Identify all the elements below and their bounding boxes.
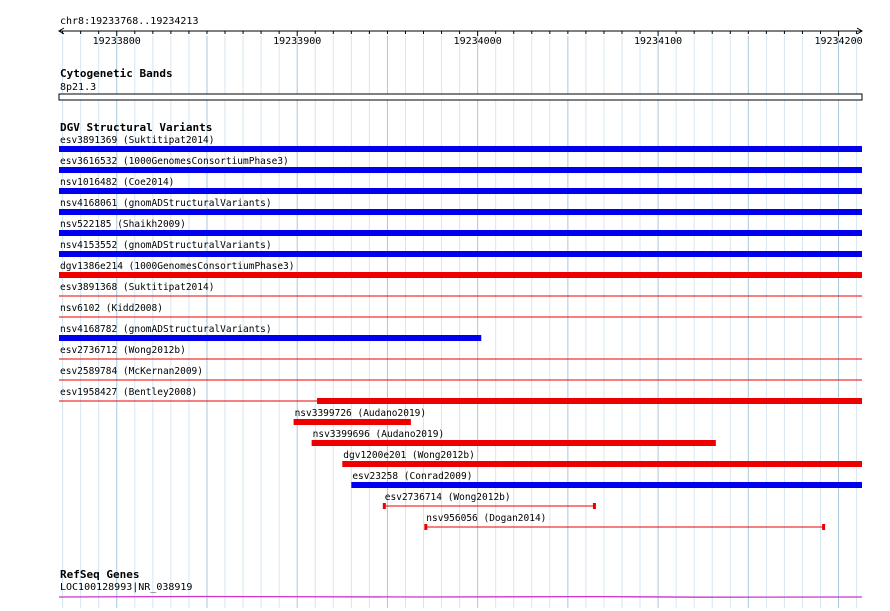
dgv-feature-bar[interactable] bbox=[59, 146, 862, 152]
ruler bbox=[59, 16, 863, 47]
refseq-track bbox=[59, 568, 862, 597]
dgv-feature-bar[interactable] bbox=[59, 230, 862, 236]
dgv-feature-label[interactable]: nsv522185 (Shaikh2009) bbox=[60, 219, 186, 230]
dgv-feature[interactable] bbox=[59, 366, 862, 380]
dgv-feature[interactable] bbox=[59, 135, 862, 152]
dgv-feature-bar[interactable] bbox=[294, 419, 411, 425]
dgv-feature[interactable] bbox=[383, 492, 596, 509]
dgv-feature-bar[interactable] bbox=[59, 251, 862, 257]
dgv-feature-label[interactable]: nsv4168782 (gnomADStructuralVariants) bbox=[60, 324, 272, 335]
dgv-feature[interactable] bbox=[59, 261, 862, 278]
ruler-tick-label: 19234100 bbox=[634, 36, 683, 47]
dgv-feature-bar[interactable] bbox=[59, 335, 481, 341]
dgv-feature[interactable] bbox=[424, 513, 825, 530]
dgv-feature-bar[interactable] bbox=[312, 440, 716, 446]
dgv-feature[interactable] bbox=[59, 282, 862, 296]
cytoband-label: 8p21.3 bbox=[60, 82, 97, 93]
dgv-feature-end-cap[interactable] bbox=[822, 524, 825, 530]
dgv-track bbox=[59, 121, 862, 530]
dgv-feature-label[interactable]: nsv6102 (Kidd2008) bbox=[60, 303, 163, 314]
dgv-feature-label[interactable]: esv23258 (Conrad2009) bbox=[352, 471, 473, 482]
dgv-track-title: DGV Structural Variants bbox=[60, 121, 213, 134]
dgv-feature-label[interactable]: esv2589784 (McKernan2009) bbox=[60, 366, 203, 377]
dgv-feature-label[interactable]: nsv4168061 (gnomADStructuralVariants) bbox=[60, 198, 272, 209]
dgv-feature-label[interactable]: esv3616532 (1000GenomesConsortiumPhase3) bbox=[60, 156, 289, 167]
ruler-tick-label: 19233800 bbox=[92, 36, 141, 47]
dgv-feature[interactable] bbox=[59, 177, 862, 194]
dgv-feature-label[interactable]: esv3891368 (Suktitipat2014) bbox=[60, 282, 215, 293]
cytoband-bar bbox=[59, 94, 862, 100]
ruler-ticks bbox=[59, 28, 863, 47]
cytoband-track bbox=[59, 67, 862, 100]
ruler-tick-label: 19234200 bbox=[814, 36, 863, 47]
dgv-feature-label[interactable]: esv3891369 (Suktitipat2014) bbox=[60, 135, 215, 146]
dgv-feature-bar[interactable] bbox=[351, 482, 862, 488]
dgv-feature-label[interactable]: esv2736712 (Wong2012b) bbox=[60, 345, 186, 356]
dgv-feature[interactable] bbox=[59, 387, 862, 404]
ruler-location-label: chr8:19233768..19234213 bbox=[60, 16, 199, 27]
dgv-feature-label[interactable]: dgv1200e201 (Wong2012b) bbox=[343, 450, 475, 461]
dgv-feature[interactable] bbox=[294, 408, 427, 425]
dgv-feature[interactable] bbox=[59, 156, 862, 173]
dgv-feature-label[interactable]: esv1958427 (Bentley2008) bbox=[60, 387, 198, 398]
refseq-gene-label[interactable]: LOC100128993|NR_038919 bbox=[60, 582, 193, 593]
dgv-feature-label[interactable]: nsv3399696 (Audano2019) bbox=[312, 429, 445, 440]
dgv-feature[interactable] bbox=[59, 324, 481, 341]
dgv-feature[interactable] bbox=[59, 219, 862, 236]
dgv-feature-start-cap[interactable] bbox=[383, 503, 386, 509]
ruler-tick-label: 19233900 bbox=[273, 36, 322, 47]
dgv-feature-bar[interactable] bbox=[59, 167, 862, 173]
dgv-feature-bar[interactable] bbox=[59, 188, 862, 194]
dgv-feature-label[interactable]: nsv1016482 (Coe2014) bbox=[60, 177, 175, 188]
dgv-feature[interactable] bbox=[59, 303, 862, 317]
dgv-feature-label[interactable]: nsv956056 (Dogan2014) bbox=[426, 513, 547, 524]
refseq-track-title: RefSeq Genes bbox=[60, 568, 140, 581]
dgv-feature[interactable] bbox=[59, 345, 862, 359]
dgv-feature-bar[interactable] bbox=[59, 272, 862, 278]
dgv-feature[interactable] bbox=[351, 471, 862, 488]
dgv-feature-bar[interactable] bbox=[59, 209, 862, 215]
dgv-feature-label[interactable]: nsv4153552 (gnomADStructuralVariants) bbox=[60, 240, 272, 251]
dgv-feature[interactable] bbox=[59, 198, 862, 215]
ruler-tick-label: 19234000 bbox=[453, 36, 502, 47]
dgv-feature-bar[interactable] bbox=[317, 398, 862, 404]
dgv-feature-list bbox=[59, 135, 862, 530]
cytoband-track-title: Cytogenetic Bands bbox=[60, 67, 173, 80]
dgv-feature-start-cap[interactable] bbox=[424, 524, 427, 530]
dgv-feature-end-cap[interactable] bbox=[593, 503, 596, 509]
dgv-feature-bar[interactable] bbox=[342, 461, 862, 467]
refseq-gene-line[interactable] bbox=[59, 597, 862, 598]
dgv-feature-label[interactable]: nsv3399726 (Audano2019) bbox=[294, 408, 427, 419]
dgv-feature-label[interactable]: esv2736714 (Wong2012b) bbox=[384, 492, 511, 503]
dgv-feature-label[interactable]: dgv1386e214 (1000GenomesConsortiumPhase3) bbox=[60, 261, 295, 272]
dgv-feature[interactable] bbox=[59, 240, 862, 257]
